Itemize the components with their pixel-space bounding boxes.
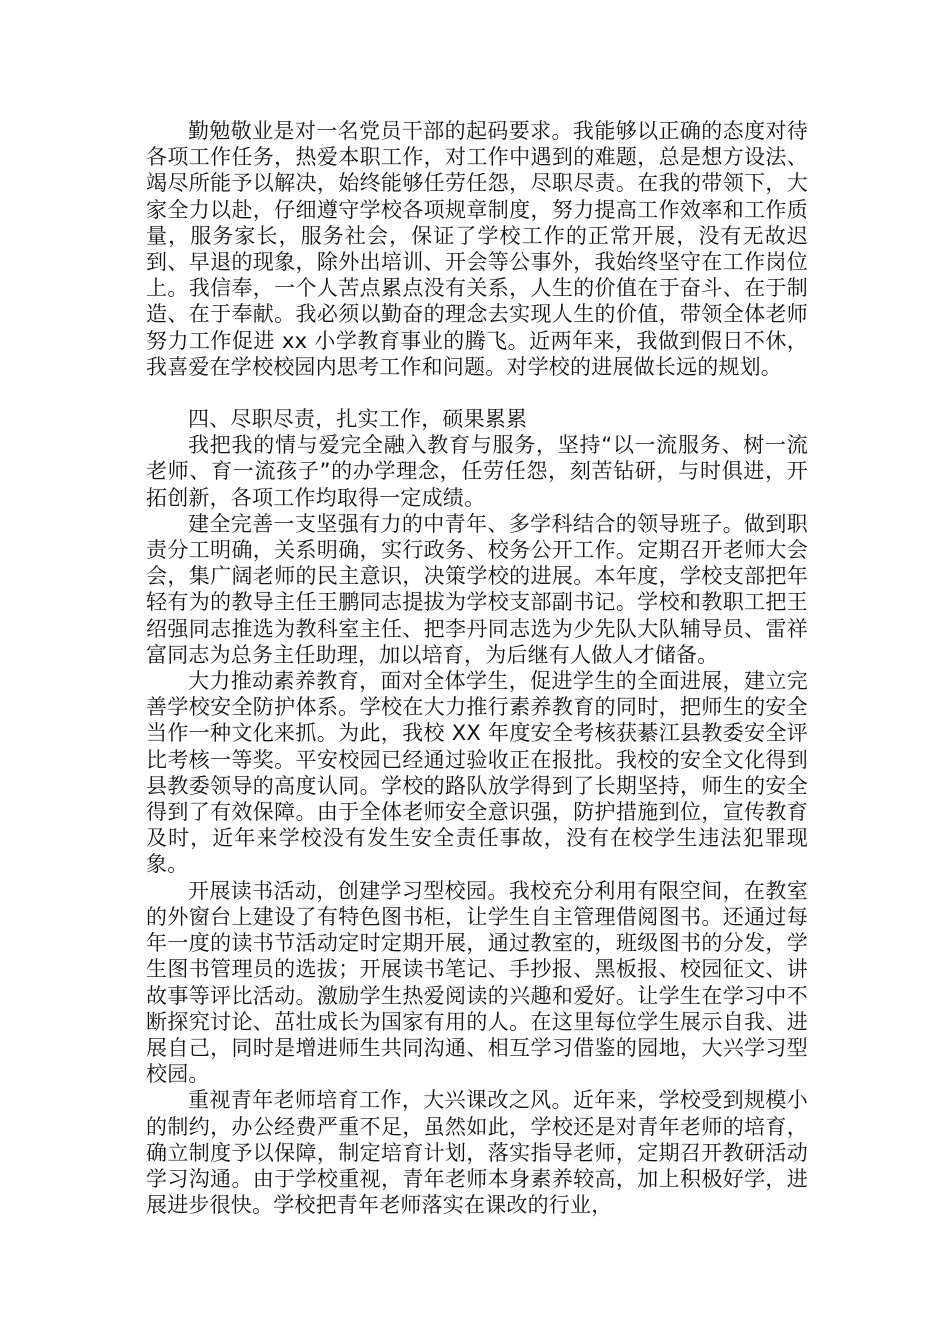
paragraph-reading-activities: 开展读书活动，创建学习型校园。我校充分利用有限空间，在教室的外窗台上建设了有特色图书柜，让学生自主管理借阅图书。还通过每年一度的读书节活动定时定期开展，通过教室的，班级图书的分发，学生图书管理员的选拔；开展读书笔记、手抄报、黑板报、校园征文、讲故事等评比活动。激励学生热爱阅读的兴趣和爱好。让学生在学习中不断探究讨论、茁壮成长为国家有用的人。在这里每位学生展示自我、进展自己，同时是增进师生共同沟通、相互学习借鉴的园地，大兴学习型校园。: [146, 878, 808, 1087]
paragraph-young-teachers: 重视青年老师培育工作，大兴课改之风。近年来，学校受到规模小的制约，办公经费严重不足，虽然如此，学校还是对青年老师的培育，确立制度予以保障，制定培育计划，落实指导老师，定期召开教研活动学习沟通。由于学校重视，青年老师本身素养较高，加上积极好学，进展进步很快。学校把青年老师落实在课改的行业，: [146, 1088, 808, 1218]
section-heading-four: 四、尽职尽责，扎实工作，硕果累累: [188, 407, 528, 432]
paragraph-philosophy: 我把我的情与爱完全融入教育与服务，坚持“以一流服务、树一流老师、育一流孩子”的办学理念，任劳任怨，刻苦钻研，与时俱进，开拓创新，各项工作均取得一定成绩。: [146, 433, 808, 510]
paragraph-quality-education: 大力推动素养教育，面对全体学生，促进学生的全面进展，建立完善学校安全防护体系。学校在大力推行素养教育的同时，把师生的安全当作一种文化来抓。为此，我校 XX 年度安全考核获綦江县教委安全评比考核一等奖。平安校园已经通过验收正在报批。我校的安全文化得到县教委领导的高度认同。学校的路队放学得到了长期坚持，师生的安全得到了有效保障。由于全体老师安全意识强，防护措施到位，宣传教育及时，近年来学校没有发生安全责任事故，没有在校学生违法犯罪现象。: [146, 669, 808, 877]
paragraph-spacer: [146, 380, 808, 406]
document-body: [146, 118, 808, 1218]
paragraph-diligence: 勤勉敬业是对一名党员干部的起码要求。我能够以正确的态度对待各项工作任务，热爱本职工作，对工作中遇到的难题，总是想方设法、竭尽所能予以解决，始终能够任劳任怨，尽职尽责。在我的带领下，大家全力以赴，仔细遵守学校各项规章制度，努力提高工作效率和工作质量，服务家长，服务社会，保证了学校工作的正常开展，没有无故迟到、早退的现象，除外出培训、开会等公事外，我始终坚守在工作岗位上。我信奉，一个人苦点累点没有关系，人生的价值在于奋斗、在于制造、在于奉献。我必须以勤奋的理念去实现人生的价值，带领全体老师努力工作促进 xx 小学教育事业的腾飞。近两年来，我做到假日不休，我喜爱在学校校园内思考工作和问题。对学校的进展做长远的规划。: [146, 119, 808, 379]
paragraph-leadership-team: 建全完善一支坚强有力的中青年、多学科结合的领导班子。做到职责分工明确，关系明确，实行政务、校务公开工作。定期召开老师大会会，集广阔老师的民主意识，决策学校的进展。本年度，学校支部把年轻有为的教导主任王鹏同志提拔为学校支部副书记。学校和教职工把王绍强同志推选为教科室主任、把李丹同志选为少先队大队辅导员、雷祥富同志为总务主任助理，加以培育，为后继有人做人才储备。: [146, 511, 808, 667]
